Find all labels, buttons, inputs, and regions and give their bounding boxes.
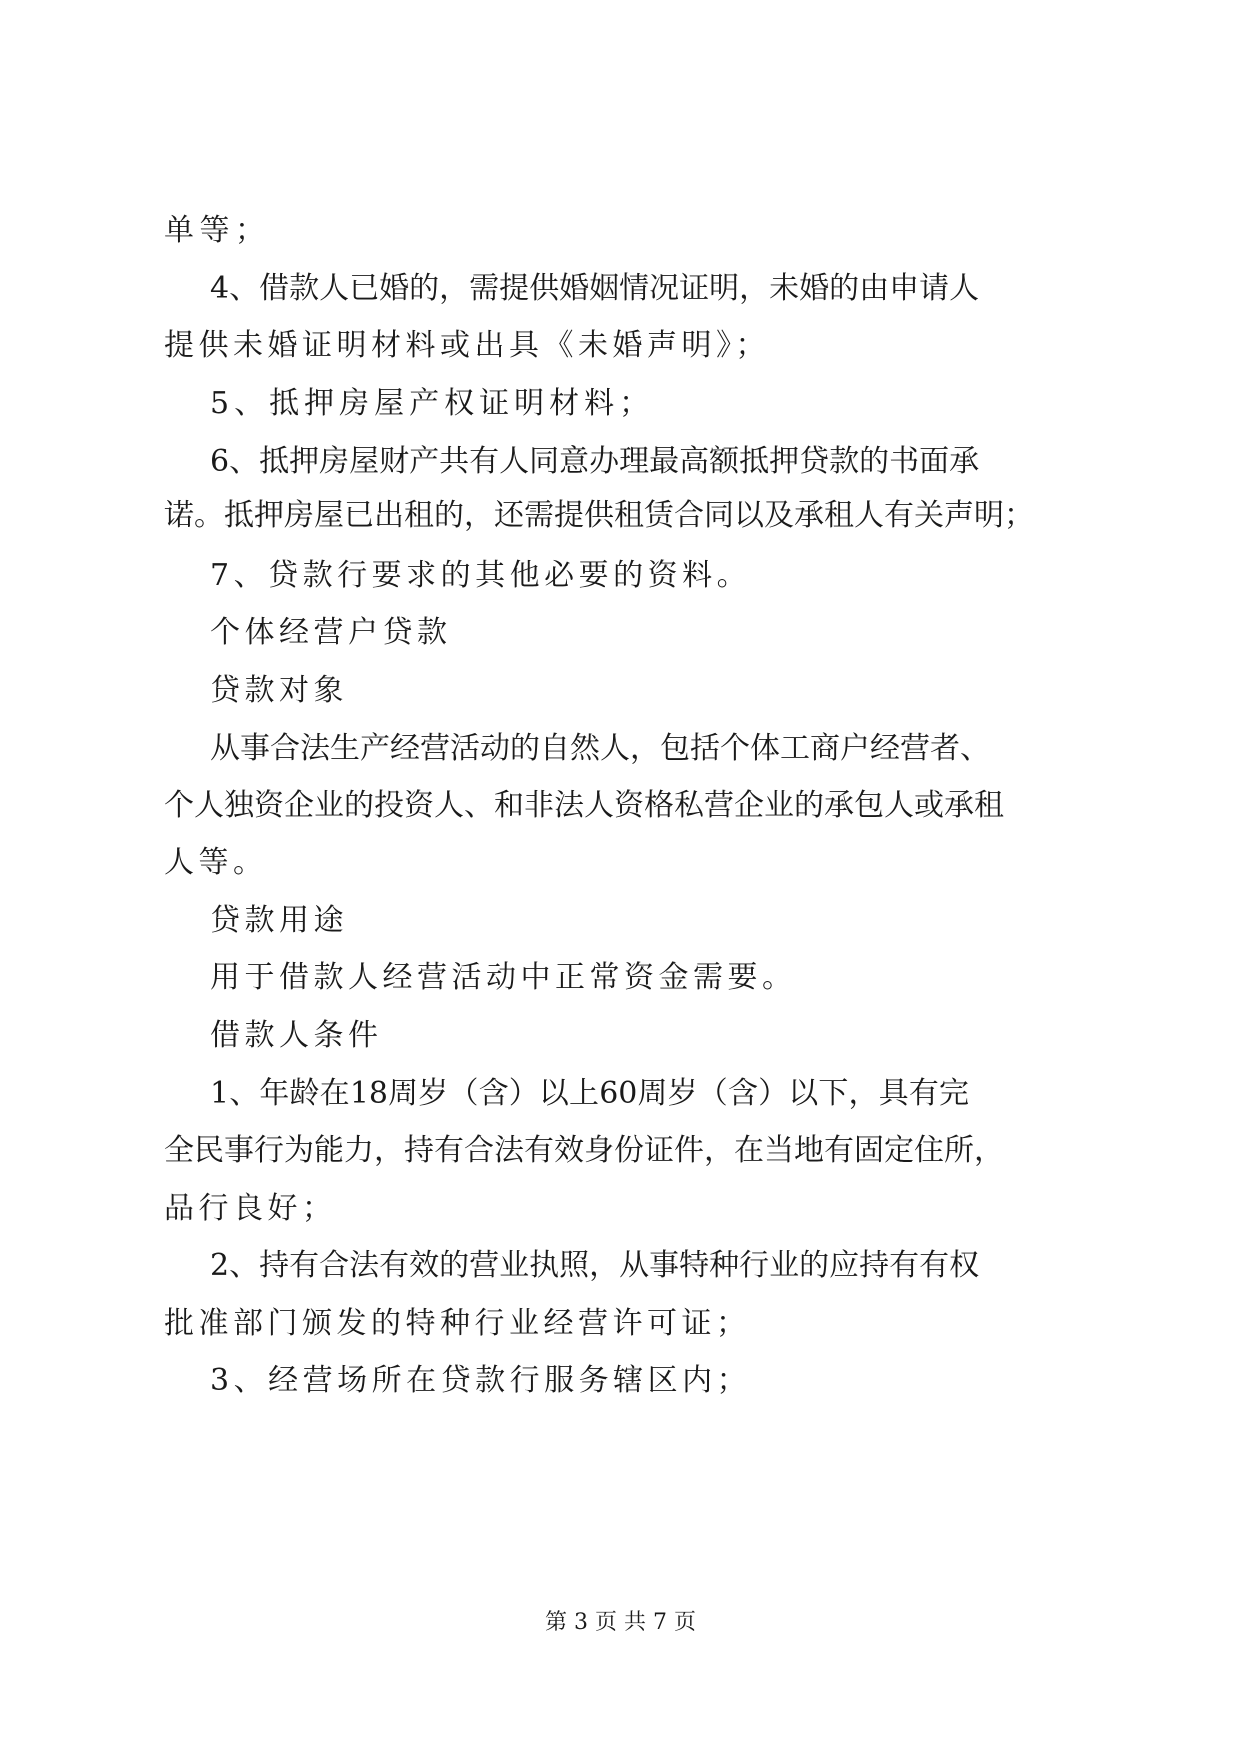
text-line: 4、借款人已婚的，需提供婚姻情况证明，未婚的由申请人 [210, 271, 980, 306]
text-line: 7、贷款行要求的其他必要的资料。 [210, 558, 752, 593]
section-heading: 借款人条件 [210, 1018, 383, 1053]
page-footer: 第 3 页 共 7 页 [545, 1610, 696, 1635]
text-line: 人等。 [164, 845, 268, 880]
text-line: 全民事行为能力，持有合法有效身份证件，在当地有固定住所， [164, 1133, 1004, 1168]
text-line: 2、持有合法有效的营业执照，从事特种行业的应持有有权 [210, 1248, 980, 1283]
text-line: 1、年龄在18周岁（含）以上60周岁（含）以下，具有完 [210, 1076, 969, 1111]
text-line: 提供未婚证明材料或出具《未婚声明》； [164, 328, 770, 363]
text-line: 品行良好； [164, 1191, 337, 1226]
text-line: 批准部门颁发的特种行业经营许可证； [164, 1306, 751, 1341]
text-line: 6、抵押房屋财产共有人同意办理最高额抵押贷款的书面承 [210, 444, 980, 479]
section-heading: 贷款对象 [210, 673, 348, 708]
text-line: 个人独资企业的投资人、和非法人资格私营企业的承包人或承租 [164, 788, 1004, 823]
section-heading: 个体经营户贷款 [210, 615, 452, 650]
section-heading: 贷款用途 [210, 903, 348, 938]
text-line: 用于借款人经营活动中正常资金需要。 [210, 960, 797, 995]
text-line: 5、抵押房屋产权证明材料； [210, 386, 655, 421]
text-line: 诺。抵押房屋已出租的，还需提供租赁合同以及承租人有关声明； [164, 498, 1034, 533]
text-line: 3、经营场所在贷款行服务辖区内； [210, 1363, 752, 1398]
text-line: 单等； [164, 213, 271, 248]
text-line: 从事合法生产经营活动的自然人，包括个体工商户经营者、 [210, 731, 990, 766]
